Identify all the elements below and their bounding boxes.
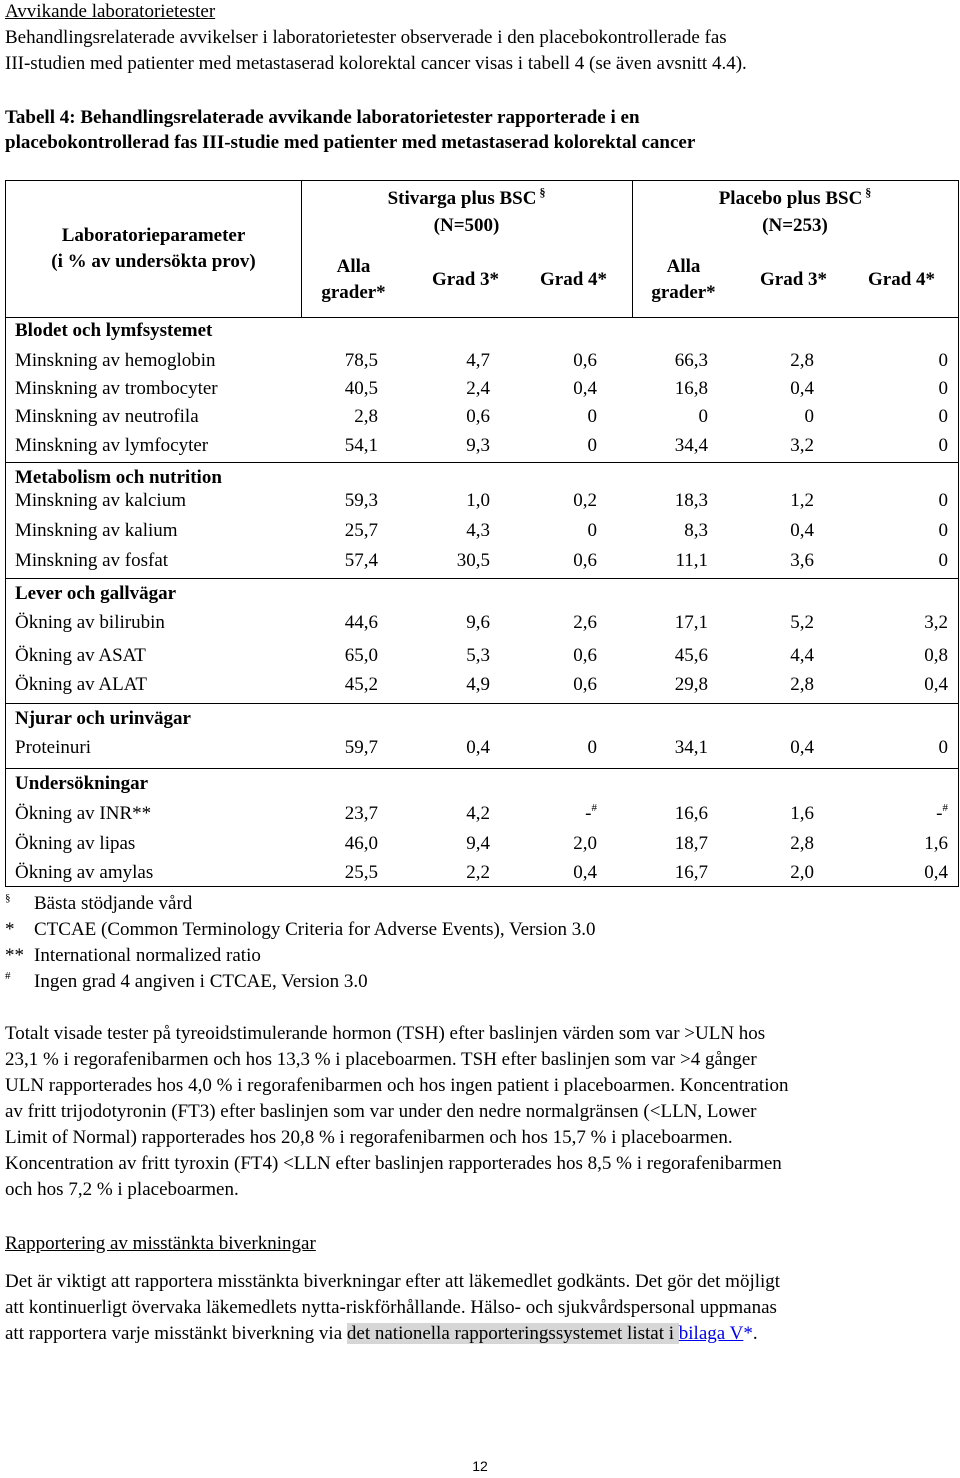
cell-value: [936, 800, 948, 830]
cell-value: 0: [938, 490, 948, 511]
subheader-all-line-2: grader*: [651, 282, 716, 303]
cell-value: 2,8: [354, 406, 378, 427]
cell-value: 4,7: [466, 350, 490, 371]
cell-value: 2,2: [466, 862, 490, 883]
cell-superscript: #: [591, 802, 597, 814]
section-title: Metabolism och nutrition: [15, 467, 222, 488]
cell-dash: -: [936, 803, 943, 824]
cell-value: 9,4: [466, 833, 490, 854]
reporting-star: *: [743, 1323, 753, 1344]
cell-value: 3,6: [790, 550, 814, 571]
cell-value: 23,7: [344, 803, 378, 824]
row-label: Minskning av kalium: [15, 520, 178, 541]
table-row: [6, 609, 958, 637]
cell-value: 0,4: [924, 674, 948, 695]
table-caption-line-2: placebokontrollerad fas III-studie med patienter med metastaserad kolorektal cancer: [5, 132, 696, 153]
page-number: 12: [472, 1458, 488, 1474]
cell-value: 0: [938, 378, 948, 399]
cell-value: 45,2: [344, 674, 378, 695]
footnote-text: Ingen grad 4 angiven i CTCAE, Version 3.0: [34, 971, 368, 992]
footnote-mark: #: [5, 970, 11, 982]
reporting-line-3-start: att rapportera varje misstänkt biverkning via: [5, 1323, 347, 1344]
cell-value: 16,7: [674, 862, 708, 883]
cell-value: 3,2: [790, 435, 814, 456]
reporting-line-2: att kontinuerligt övervaka läkemedlets nytta-riskförhållande. Hälso- och sjukvårdspersonal uppmanas: [5, 1297, 777, 1318]
subheader-g4-stivarga: Grad 4*: [539, 269, 608, 290]
cell-value: 0,6: [573, 674, 597, 695]
tsh-line-1: Totalt visade tester på tyreoidstimulerande hormon (TSH) efter baslinjen värden som var >ULN hos: [5, 1023, 766, 1044]
subheader-all-line-2: grader*: [321, 282, 386, 303]
tsh-line-4: av fritt trijodotyronin (FT3) efter baslinjen som var under den nedre normalgränsen (<LLN, Lower: [5, 1101, 757, 1122]
row-label: Ökning av INR**: [15, 803, 152, 824]
cell-value: 2,8: [790, 350, 814, 371]
table-row: [6, 830, 958, 858]
intro-line-2: III-studien med patienter med metastaserad kolorektal cancer visas i tabell 4 (se även avsnitt 4.4).: [5, 53, 747, 74]
footnote-mark: *: [5, 919, 15, 940]
cell-superscript: #: [942, 802, 948, 814]
table-row: [6, 347, 958, 375]
row-label: Minskning av trombocyter: [15, 378, 218, 399]
cell-value: 0,8: [924, 645, 948, 666]
table-row: [6, 642, 958, 670]
footnote-ctcae: [5, 917, 905, 943]
reporting-line-3: [5, 1321, 758, 1347]
cell-value: 0,4: [573, 862, 597, 883]
cell-value: 2,6: [573, 612, 597, 633]
cell-value: 66,3: [674, 350, 708, 371]
reporting-heading: Rapportering av misstänkta biverkningar: [5, 1233, 316, 1254]
cell-dash: -: [585, 803, 592, 824]
subheader-g3-stivarga: Grad 3*: [431, 269, 500, 290]
cell-value: 44,6: [344, 612, 378, 633]
cell-value: 0: [804, 406, 814, 427]
cell-value: 0,6: [466, 406, 490, 427]
cell-value: 0,4: [466, 737, 490, 758]
cell-value: 17,1: [674, 612, 708, 633]
row-label: Ökning av ASAT: [15, 645, 146, 666]
cell-value: 57,4: [344, 550, 378, 571]
cell-value: 0: [938, 520, 948, 541]
table-row: [6, 671, 958, 699]
cell-value: 9,3: [466, 435, 490, 456]
cell-value: 0,4: [790, 378, 814, 399]
cell-value: 2,8: [790, 674, 814, 695]
tsh-line-7: och hos 7,2 % i placeboarmen.: [5, 1179, 239, 1200]
footnote-inr: [5, 943, 905, 969]
table-row: [6, 375, 958, 403]
lab-table: [5, 180, 959, 887]
cell-value: 2,0: [790, 862, 814, 883]
cell-value: 59,3: [344, 490, 378, 511]
cell-value: 25,7: [344, 520, 378, 541]
section-rule: [6, 578, 958, 579]
param-header: [6, 223, 301, 275]
cell-value: 40,5: [344, 378, 378, 399]
cell-value: [585, 800, 597, 830]
cell-value: 2,8: [790, 833, 814, 854]
cell-value: 8,3: [684, 520, 708, 541]
cell-value: 0,2: [573, 490, 597, 511]
cell-value: 0,6: [573, 550, 597, 571]
table-row: [6, 859, 958, 887]
cell-value: 4,2: [466, 803, 490, 824]
cell-value: 0,4: [573, 378, 597, 399]
cell-value: 4,4: [790, 645, 814, 666]
cell-value: 34,1: [674, 737, 708, 758]
tsh-line-3: ULN rapporterades hos 4,0 % i regorafenibarmen och hos ingen patient i placeboarmen. Koncentration: [5, 1075, 789, 1096]
group-placebo-mark: §: [865, 185, 872, 199]
cell-value: 30,5: [456, 550, 490, 571]
tsh-line-6: Koncentration av fritt tyroxin (FT4) <LLN efter baslinjen rapporterades hos 8,5 % i regorafenibarmen: [5, 1153, 782, 1174]
footnote-mark: §: [5, 892, 11, 904]
cell-value: 1,6: [790, 803, 814, 824]
footnote-text: CTCAE (Common Terminology Criteria for Adverse Events), Version 3.0: [34, 919, 596, 940]
cell-value: 18,7: [674, 833, 708, 854]
section-heading: Avvikande laboratorietester: [5, 1, 216, 22]
table-caption-line-1: Tabell 4: Behandlingsrelaterade avvikande laboratorietester rapporterade i en: [5, 107, 640, 128]
group-stivarga-n: (N=500): [433, 215, 500, 236]
cell-value: 0: [938, 550, 948, 571]
cell-value: 4,9: [466, 674, 490, 695]
section-title: Blodet och lymfsystemet: [15, 320, 213, 341]
footnote-text: Bästa stödjande vård: [34, 893, 193, 914]
cell-value: 0,6: [573, 645, 597, 666]
cell-value: 0: [938, 406, 948, 427]
cell-value: 0: [938, 350, 948, 371]
section-title: Lever och gallvägar: [15, 583, 177, 604]
bilaga-v-link[interactable]: bilaga V: [678, 1323, 744, 1344]
section-title: Undersökningar: [15, 773, 149, 794]
subheader-all-line-1: Alla: [336, 256, 371, 277]
cell-value: 34,4: [674, 435, 708, 456]
row-label: Ökning av ALAT: [15, 674, 147, 695]
group-placebo-name: Placebo plus BSC: [718, 188, 863, 209]
cell-value: 0: [938, 435, 948, 456]
table-row: [6, 403, 958, 431]
row-label: Ökning av lipas: [15, 833, 136, 854]
cell-value: 59,7: [344, 737, 378, 758]
cell-value: 0: [587, 435, 597, 456]
cell-value: 2,4: [466, 378, 490, 399]
cell-value: 29,8: [674, 674, 708, 695]
section-rule: [6, 462, 958, 463]
param-header-line-2: (i % av undersökta prov): [51, 251, 256, 272]
cell-value: 0,6: [573, 350, 597, 371]
cell-value: 5,2: [790, 612, 814, 633]
cell-value: 2,0: [573, 833, 597, 854]
row-label: Proteinuri: [15, 737, 91, 758]
footnote-text: International normalized ratio: [34, 945, 261, 966]
cell-value: 16,6: [674, 803, 708, 824]
row-label: Minskning av lymfocyter: [15, 435, 209, 456]
tsh-line-5: Limit of Normal) rapporterades hos 20,8 % i regorafenibarmen och hos 15,7 % i placeboarmen.: [5, 1127, 733, 1148]
group-stivarga-header: [301, 186, 632, 239]
cell-value: 0,4: [924, 862, 948, 883]
cell-value: 3,2: [924, 612, 948, 633]
table-row: [6, 800, 958, 828]
cell-value: 0: [587, 737, 597, 758]
cell-value: 45,6: [674, 645, 708, 666]
row-label: Ökning av amylas: [15, 862, 154, 883]
row-label: Minskning av neutrofila: [15, 406, 199, 427]
table-row: [6, 547, 958, 575]
table-row: [6, 487, 958, 515]
param-header-line-1: Laboratorieparameter: [61, 225, 246, 246]
cell-value: 1,0: [466, 490, 490, 511]
table-row: [6, 734, 958, 762]
row-label: Minskning av hemoglobin: [15, 350, 216, 371]
cell-value: 18,3: [674, 490, 708, 511]
cell-value: 4,3: [466, 520, 490, 541]
cell-value: 0: [587, 520, 597, 541]
footnote-bsc: [5, 891, 905, 917]
footnote-mark: **: [5, 945, 24, 966]
cell-value: 16,8: [674, 378, 708, 399]
section-title: Njurar och urinvägar: [15, 708, 191, 729]
cell-value: 78,5: [344, 350, 378, 371]
subheader-all-stivarga: [306, 254, 401, 306]
table-row: [6, 517, 958, 545]
cell-value: 0,4: [790, 737, 814, 758]
group-placebo-header: [632, 186, 958, 239]
subheader-g4-placebo: Grad 4*: [867, 269, 936, 290]
subheader-all-placebo: [636, 254, 731, 306]
subheader-g3-placebo: Grad 3*: [759, 269, 828, 290]
reporting-highlight: det nationella rapporteringssystemet listat i: [346, 1323, 679, 1344]
intro-line-1: Behandlingsrelaterade avvikelser i laboratorietester observerade i den placebokontrollerade fas: [5, 27, 727, 48]
cell-value: 54,1: [344, 435, 378, 456]
cell-value: 0: [698, 406, 708, 427]
row-label: Ökning av bilirubin: [15, 612, 165, 633]
section-rule: [6, 768, 958, 769]
cell-value: 0,4: [790, 520, 814, 541]
row-label: Minskning av fosfat: [15, 550, 169, 571]
footnote-grade4: [5, 969, 905, 995]
cell-value: 0: [938, 737, 948, 758]
subheader-all-line-1: Alla: [666, 256, 701, 277]
cell-value: 11,1: [675, 550, 708, 571]
section-rule: [6, 703, 958, 704]
cell-value: 5,3: [466, 645, 490, 666]
cell-value: 25,5: [344, 862, 378, 883]
tsh-line-2: 23,1 % i regorafenibarmen och hos 13,3 % i placeboarmen. TSH efter baslinjen som var >4 gånger: [5, 1049, 757, 1070]
cell-value: 9,6: [466, 612, 490, 633]
row-label: Minskning av kalcium: [15, 490, 186, 511]
group-stivarga-mark: §: [539, 185, 546, 199]
table-row: [6, 432, 958, 460]
cell-value: 1,6: [924, 833, 948, 854]
reporting-line-1: Det är viktigt att rapportera misstänkta biverkningar efter att läkemedlet godkänts. Det gör det möjligt: [5, 1271, 781, 1292]
group-stivarga-name: Stivarga plus BSC: [387, 188, 537, 209]
cell-value: 1,2: [790, 490, 814, 511]
cell-value: 46,0: [344, 833, 378, 854]
cell-value: 0: [587, 406, 597, 427]
group-placebo-n: (N=253): [762, 215, 828, 236]
reporting-end: .: [752, 1323, 758, 1344]
cell-value: 65,0: [344, 645, 378, 666]
